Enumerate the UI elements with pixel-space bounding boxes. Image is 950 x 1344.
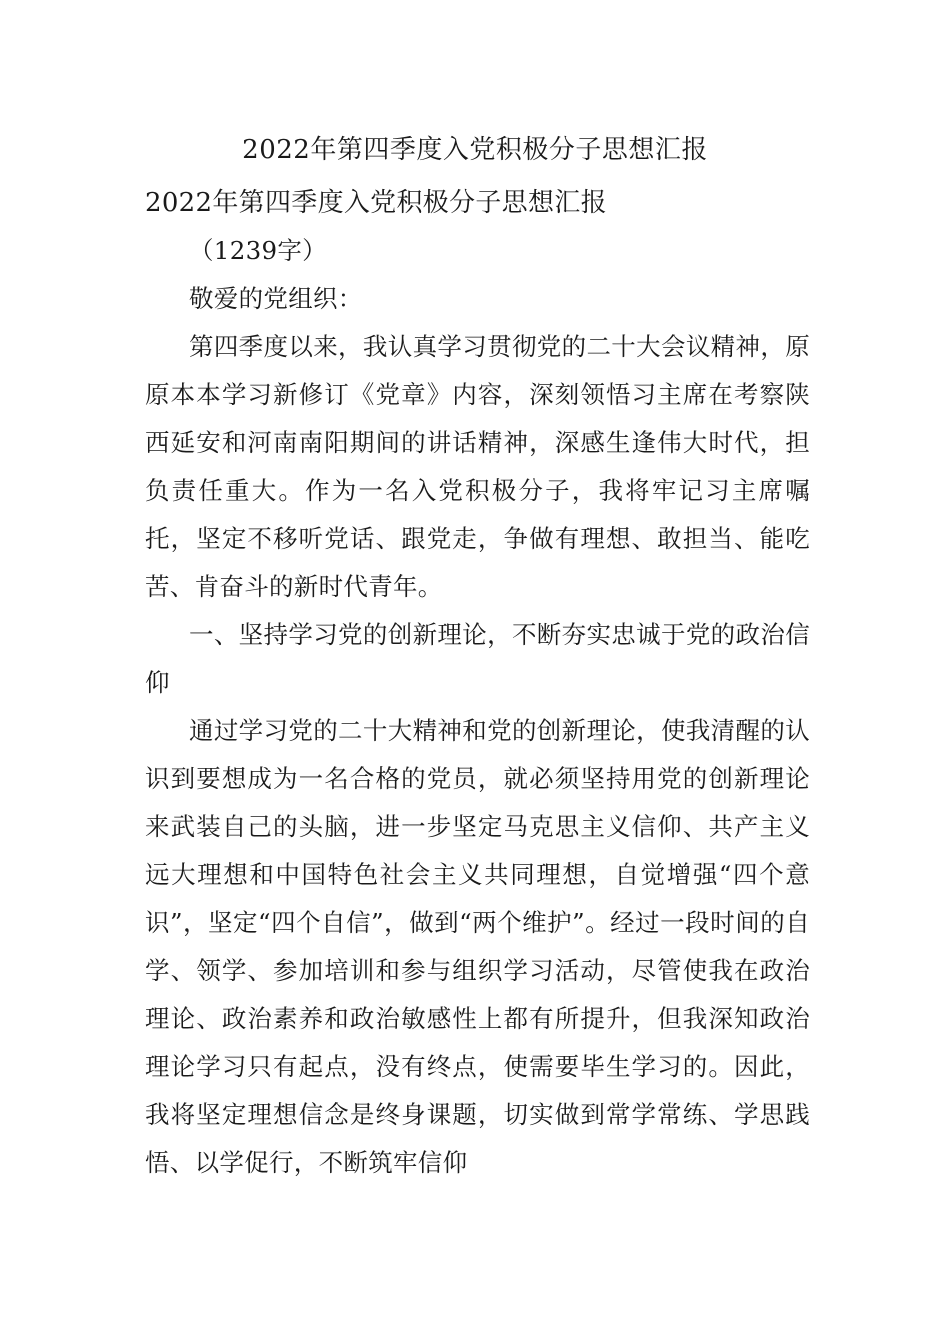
section-heading: 一、坚持学习党的创新理论，不断夯实忠诚于党的政治信仰 xyxy=(145,620,810,697)
document-title: 2022年第四季度入党积极分子思想汇报 xyxy=(242,135,708,165)
paragraph-section-1: 通过学习党的二十大精神和党的创新理论，使我清醒的认识到要想成为一名合格的党员，就必须坚持用党的创新理论来武装自己的头脑，进一步坚定马克思主义信仰、共产主义远大理想和中国特色社会主义共同理想，自觉增强“四个意识”，坚定“四个自信”，做到“两个维护”。经过一段时间的自学、领学、参加培训和参与组织学习活动，尽管使我在政治理论、政治素养和政治敏感性上都有所提升，但我深知政治理论学习只有起点，没有终点，使需要毕生学习的。因此，我将坚定理想信念是终身课题，切实做到常学常练、学思践悟、以学促行，不断筑牢信仰 xyxy=(145,716,810,1177)
word-count: （1239字） xyxy=(189,236,327,265)
paragraph-intro: 第四季度以来，我认真学习贯彻党的二十大会议精神，原原本本学习新修订《党章》内容，深刻领悟习主席在考察陕西延安和河南南阳期间的讲话精神，深感生逢伟大时代，担负责任重大。作为一名入党积极分子，我将牢记习主席嘱托，坚定不移听党话、跟党走，争做有理想、敢担当、能吃苦、肯奋斗的新时代青年。 xyxy=(145,332,810,601)
salutation: 敬爱的党组织： xyxy=(189,284,363,313)
document-body xyxy=(145,179,810,1187)
document-subtitle: 2022年第四季度入党积极分子思想汇报 xyxy=(145,188,607,218)
